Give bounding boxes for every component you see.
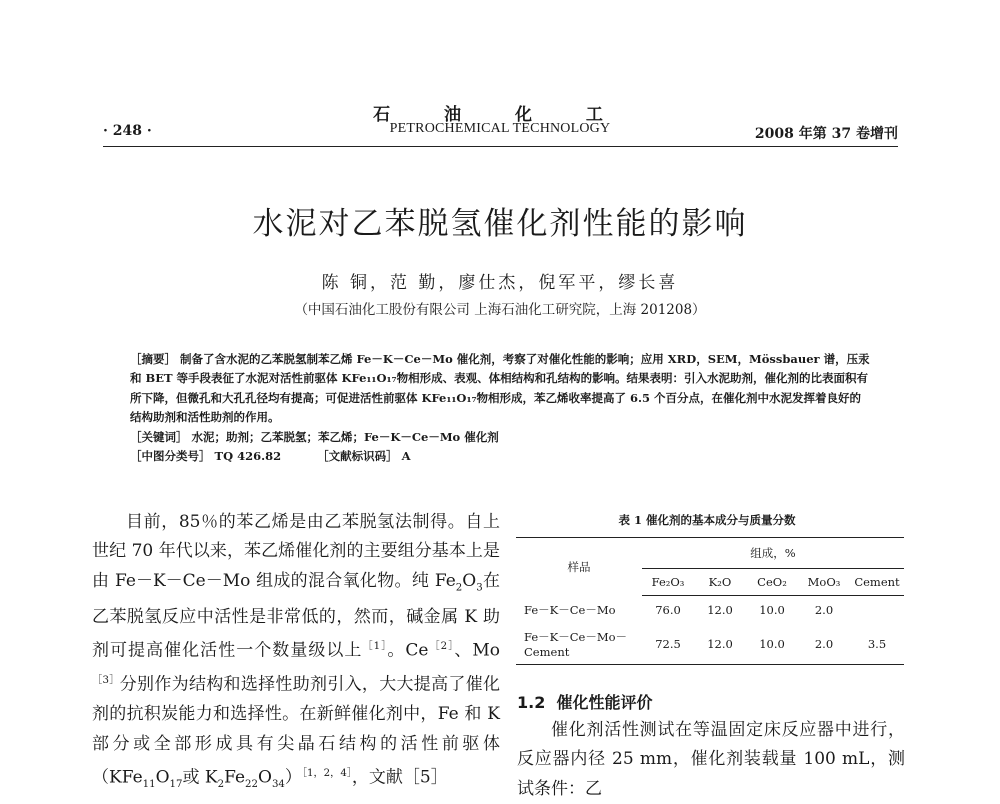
header-rule: [103, 146, 898, 147]
table-cell: [850, 596, 904, 625]
table-cell: 2.0: [798, 624, 850, 665]
table-cell-sample: Fe－K－Ce－Mo: [524, 602, 616, 617]
journal-name-en: PETROCHEMICAL TECHNOLOGY: [389, 121, 611, 136]
abstract-block: [130, 350, 872, 466]
citation[interactable]: ［1］: [362, 641, 388, 653]
intro-paragraph: 目前，85％的苯乙烯是由乙苯脱氢法制得。自上世纪 70 年代以来，苯乙烯催化剂的主要组分基本上是由 Fe－K－Ce－Mo 组成的混合氧化物。纯 $Fe_2O_3$在乙苯脱氢反应中活性是非常低的，然而，碱金属 K 助剂可提高催化活性一个数量级以上$^{[1]}$。$Ce^{[2]}$、$Mo^{[3]}$分别作为结构和选择性助剂引入，大大提高了催化剂的抗积炭能力和选择性。在新鲜催化剂中，Fe 和 K 部分或全部形成具有尖晶石结构的活性前驱体（$KFe_{11}O_{17}$或 $K_2Fe_{22}O_{34})^{[1,2,4]}$，文献［5］: [92, 512, 501, 790]
table-cell: 72.5: [642, 624, 694, 665]
issue-info: 2008 年第 37 卷增刊: [754, 126, 898, 142]
table-cell: 3.5: [850, 624, 904, 665]
journal-name-cn: 石 油 化 工: [373, 105, 627, 125]
abstract-label: ［摘要］: [130, 352, 176, 366]
doc-code-value: A: [401, 449, 411, 464]
table-col-header: Fe₂O₃: [642, 569, 694, 596]
keywords-text: 水泥；助剂；乙苯脱氢；苯乙烯；Fe－K－Ce－Mo 催化剂: [191, 429, 499, 444]
table-header-sample: 样品: [516, 538, 642, 596]
table-caption: 表 1 催化剂的基本成分与质量分数: [618, 513, 796, 527]
author-list: 陈 铜，范 勤，廖仕杰，倪军平，缪长喜: [321, 273, 679, 293]
table-col-header: CeO₂: [746, 569, 798, 596]
classification-label: ［中图分类号］: [130, 449, 211, 464]
table-cell: 76.0: [655, 603, 681, 617]
abstract: [130, 350, 872, 428]
keywords: [130, 428, 872, 447]
table-cell: 12.0: [707, 603, 733, 617]
body-right-column: [517, 716, 905, 804]
table-cell: 2.0: [814, 603, 834, 617]
table-col-header: Cement: [850, 569, 904, 596]
classification-value: TQ 426.82: [214, 449, 282, 464]
table-header-group: 组成，%: [642, 538, 904, 569]
doc-code-label: ［文献标识码］: [317, 449, 398, 464]
affiliation: （中国石油化工股份有限公司 上海石油化工研究院，上海 201208）: [294, 302, 706, 318]
table-cell: 10.0: [746, 624, 798, 665]
citation[interactable]: ［1，2，4］: [301, 767, 352, 779]
keywords-label: ［关键词］: [130, 429, 188, 444]
section-heading: 1.2 催化性能评价: [517, 693, 653, 712]
table-row: [516, 624, 904, 665]
abstract-text: 制备了含水泥的乙苯脱氢制苯乙烯 Fe－K－Ce－Mo 催化剂，考察了对催化性能的影响；应用 XRD，SEM，Mössbauer 谱，压汞和 BET 等手段表征了水泥对活性前驱体 KFe₁₁O₁₇物相形成、表观、体相结构和孔结构的影响。结果表明：引入水泥助剂，催化剂的比表面积有所下降，但微孔和大孔孔径均有提高；可促进活性前驱体 KFe₁₁O₁₇物相形成，苯乙烯收率提高了 6.5 个百分点，在催化剂中水泥发挥着良好的结构助剂和活性助剂的作用。: [130, 352, 870, 425]
composition-table: [516, 537, 904, 665]
body-left-column: [92, 508, 500, 799]
classification: [130, 447, 872, 466]
table-cell: 12.0: [694, 624, 746, 665]
citation[interactable]: ［2］: [428, 641, 455, 653]
section-paragraph: 催化剂活性测试在等温固定床反应器中进行，反应器内径 25 mm，催化剂装载量 100 mL，测试条件：乙: [517, 720, 905, 799]
table-col-header: K₂O: [694, 569, 746, 596]
table-col-header: MoO₃: [798, 569, 850, 596]
table-row: [516, 596, 904, 625]
article-title: 水泥对乙苯脱氢催化剂性能的影响: [252, 206, 748, 242]
citation[interactable]: ［3］: [92, 675, 120, 687]
table-cell-sample: Fe－K－Ce－Mo－ Cement: [516, 624, 642, 665]
page-number: · 248 ·: [103, 123, 152, 139]
table-cell: 10.0: [759, 603, 785, 617]
